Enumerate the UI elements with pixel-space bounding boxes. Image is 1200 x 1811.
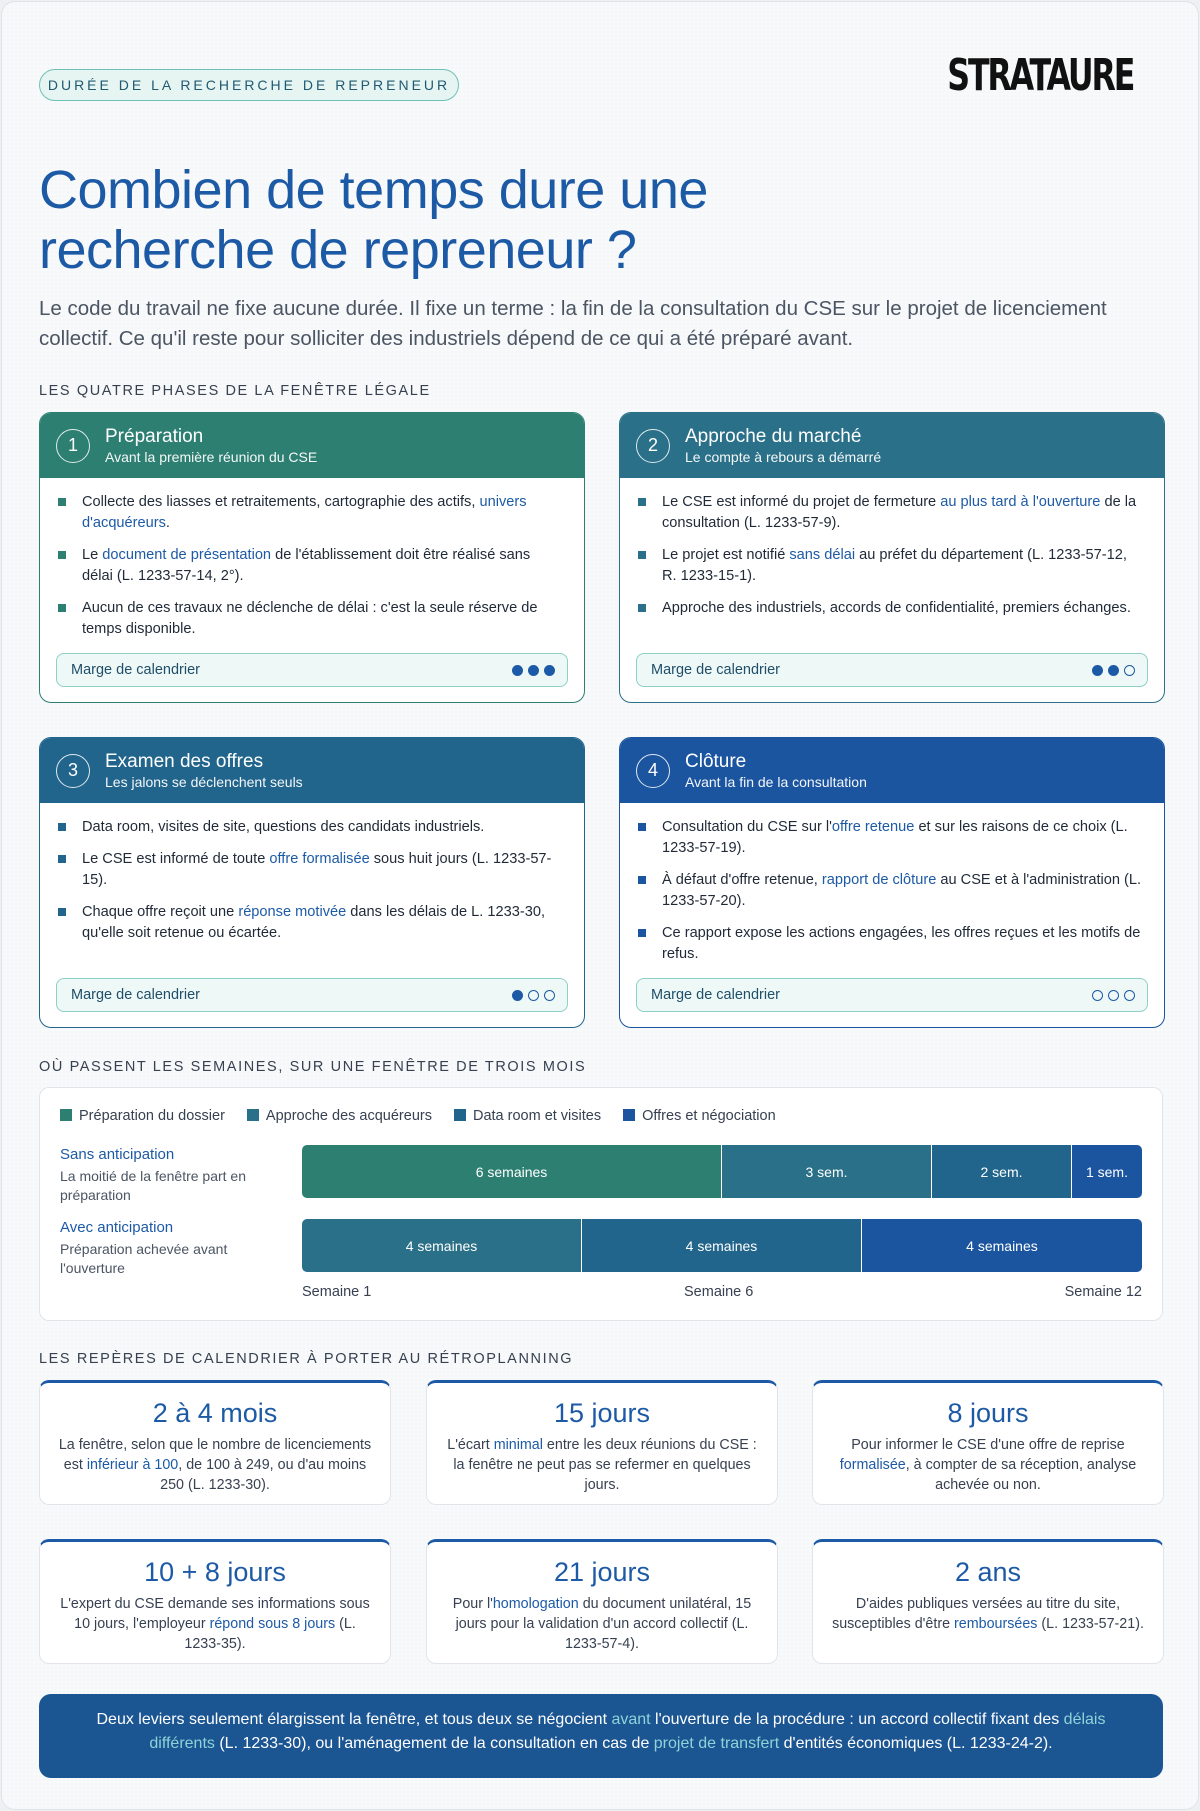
weeks-chart bbox=[39, 1087, 1163, 1321]
margin-dot-icon bbox=[544, 990, 555, 1001]
row-title: Sans anticipation bbox=[60, 1146, 175, 1163]
key-figure-text bbox=[445, 1594, 759, 1654]
phase-subtitle: Avant la fin de la consultation bbox=[685, 773, 867, 790]
key-figure-highlight: formalisée bbox=[839, 1457, 906, 1473]
footer-highlight: projet de transfert bbox=[653, 1735, 780, 1752]
key-figure-highlight: minimal bbox=[493, 1437, 543, 1453]
phase-bullets bbox=[620, 478, 1164, 619]
key-figure-text-part: (L. 1233-35). bbox=[184, 1616, 356, 1652]
section-heading-keys: LES REPÈRES DE CALENDRIER À PORTER AU RÉTROPLANNING bbox=[39, 1351, 574, 1367]
margin-dot-icon bbox=[1092, 665, 1103, 676]
phase-title: Préparation bbox=[105, 425, 204, 447]
row-label bbox=[60, 1218, 265, 1278]
bullet-square-icon bbox=[638, 498, 646, 506]
key-figure-text bbox=[445, 1435, 759, 1495]
legend-item bbox=[60, 1108, 225, 1124]
bullet-square-icon bbox=[638, 876, 646, 884]
margin-dot-icon bbox=[1124, 665, 1135, 676]
page bbox=[1, 1, 1199, 1810]
bullet-item bbox=[638, 923, 1144, 965]
bullet-text: Aucun de ces travaux ne déclenche de délai : c'est la seule réserve de temps disponible. bbox=[82, 600, 538, 637]
bullet-text: À défaut d'offre retenue, bbox=[662, 872, 822, 888]
key-figure-card bbox=[39, 1380, 391, 1505]
legend-label: Approche des acquéreurs bbox=[265, 1108, 432, 1124]
legend-label: Data room et visites bbox=[472, 1108, 602, 1124]
key-figure-card bbox=[812, 1539, 1164, 1664]
bullet-square-icon bbox=[638, 551, 646, 559]
phase-title: Examen des offres bbox=[105, 750, 264, 772]
phase-header bbox=[40, 413, 584, 478]
bullet-text: Data room, visites de site, questions des candidats industriels. bbox=[82, 819, 485, 835]
intro-text: Le code du travail ne fixe aucune durée. Il fixe un terme : la fin de la consultation du CSE sur le projet de licenciement collectif. Ce qu'il reste pour solliciter des industriels dépend de ce qui a été préparé avant. bbox=[39, 297, 1107, 350]
phase-number: 3 bbox=[56, 754, 90, 788]
bullet-item bbox=[638, 598, 1144, 619]
row-subtitle: La moitié de la fenêtre part en préparation bbox=[60, 1168, 247, 1203]
bullet-square-icon bbox=[638, 604, 646, 612]
footer-banner bbox=[39, 1694, 1163, 1778]
calendar-margin-dots bbox=[512, 990, 555, 1001]
bullet-square-icon bbox=[58, 855, 66, 863]
row-subtitle: Préparation achevée avant l'ouverture bbox=[60, 1241, 228, 1276]
legend-swatch bbox=[247, 1109, 259, 1121]
section-heading-weeks: OÙ PASSENT LES SEMAINES, SUR UNE FENÊTRE DE TROIS MOIS bbox=[39, 1059, 587, 1075]
margin-dot-icon bbox=[1124, 990, 1135, 1001]
phase-header bbox=[40, 738, 584, 803]
legend-swatch bbox=[623, 1109, 635, 1121]
calendar-margin-label: Marge de calendrier bbox=[651, 662, 780, 678]
phase-subtitle: Avant la première réunion du CSE bbox=[105, 448, 318, 465]
key-figure-value: 15 jours bbox=[553, 1398, 651, 1428]
bullet-text: sous huit jours (L. 1233-57-15). bbox=[82, 851, 552, 888]
bullet-text: dans les délais de L. 1233-30, qu'elle soit retenue ou écartée. bbox=[82, 904, 546, 941]
key-figure-value: 21 jours bbox=[553, 1557, 651, 1587]
timeline-segment: 3 sem. bbox=[722, 1145, 932, 1198]
footer-text-part: d'entités économiques (L. 1233-24-2). bbox=[779, 1735, 1053, 1752]
bullet-text: Ce rapport expose les actions engagées, les offres reçues et les motifs de refus. bbox=[662, 925, 1141, 962]
bullet-item bbox=[58, 492, 564, 534]
bullet-item bbox=[58, 598, 564, 640]
phase-bullets bbox=[40, 478, 584, 640]
footer-highlight: délais différents bbox=[149, 1711, 1106, 1752]
phase-heading bbox=[105, 751, 303, 791]
key-figure-card bbox=[426, 1539, 778, 1664]
phase-heading bbox=[685, 426, 881, 466]
phase-bullets bbox=[40, 803, 584, 944]
timeline-bar bbox=[302, 1219, 1142, 1272]
key-figure-text-part: La fenêtre, selon que le nombre de licenciements est bbox=[58, 1437, 372, 1473]
phase-header bbox=[620, 738, 1164, 803]
footer-text-part: l'ouverture de la procédure : un accord collectif fixant des bbox=[650, 1711, 1064, 1728]
row-title: Avec anticipation bbox=[60, 1219, 174, 1236]
bullet-item bbox=[638, 817, 1144, 859]
calendar-margin-label: Marge de calendrier bbox=[71, 662, 200, 678]
margin-dot-icon bbox=[512, 990, 523, 1001]
timeline-segment: 6 semaines bbox=[302, 1145, 722, 1198]
bullet-square-icon bbox=[638, 929, 646, 937]
calendar-margin-dots bbox=[512, 665, 555, 676]
calendar-margin-dots bbox=[1092, 990, 1135, 1001]
calendar-margin-label: Marge de calendrier bbox=[71, 987, 200, 1003]
bullet-highlight: univers d'acquéreurs bbox=[82, 494, 527, 531]
timeline-bar bbox=[302, 1145, 1142, 1198]
legend-item bbox=[454, 1108, 601, 1124]
key-figure-text-part: L'écart bbox=[447, 1437, 494, 1453]
phase-header bbox=[620, 413, 1164, 478]
timeline-segment: 1 sem. bbox=[1072, 1145, 1142, 1198]
phase-number: 2 bbox=[636, 429, 670, 463]
phase-card bbox=[39, 412, 585, 703]
footer-highlight: avant bbox=[611, 1711, 651, 1728]
key-figure-text bbox=[831, 1594, 1145, 1634]
key-figure-text-part: du document unilatéral, 15 jours pour la validation d'un accord collectif (L. 1233-57-4). bbox=[455, 1596, 752, 1652]
margin-dot-icon bbox=[1108, 665, 1119, 676]
key-figure-text-part: L'expert du CSE demande ses informations sous 10 jours, l'employeur bbox=[60, 1596, 370, 1632]
calendar-margin bbox=[56, 978, 568, 1012]
calendar-margin-dots bbox=[1092, 665, 1135, 676]
key-figure-text bbox=[58, 1594, 372, 1654]
key-figure-text-part: entre les deux réunions du CSE : la fenêtre ne peut pas se refermer en quelques jours. bbox=[453, 1437, 757, 1493]
bullet-item bbox=[638, 492, 1144, 534]
weeks-legend bbox=[60, 1108, 776, 1124]
bullet-square-icon bbox=[58, 498, 66, 506]
footer-text-part: (L. 1233-30), ou l'aménagement de la consultation en cas de bbox=[214, 1735, 654, 1752]
phase-subtitle: Le compte à rebours a démarré bbox=[685, 448, 882, 465]
legend-item bbox=[623, 1108, 776, 1124]
phase-subtitle: Les jalons se déclenchent seuls bbox=[105, 773, 303, 790]
legend-label: Offres et négociation bbox=[642, 1108, 776, 1124]
key-figure-value: 10 + 8 jours bbox=[144, 1557, 286, 1587]
margin-dot-icon bbox=[544, 665, 555, 676]
bullet-text: et sur les raisons de ce choix (L. 1233-57-19). bbox=[662, 819, 1128, 856]
calendar-margin bbox=[56, 653, 568, 687]
calendar-margin-label: Marge de calendrier bbox=[651, 987, 780, 1003]
bullet-item bbox=[638, 545, 1144, 587]
bullet-highlight: document de présentation bbox=[102, 547, 272, 563]
bullet-highlight: sans délai bbox=[789, 547, 856, 563]
key-figure-highlight: homologation bbox=[492, 1596, 579, 1612]
timeline-segment: 4 semaines bbox=[582, 1219, 862, 1272]
legend-label: Préparation du dossier bbox=[79, 1108, 225, 1124]
bullet-text: Le bbox=[82, 547, 103, 563]
bullet-text: Chaque offre reçoit une bbox=[82, 904, 239, 920]
bullet-text: . bbox=[165, 515, 170, 531]
bullet-item bbox=[58, 849, 564, 891]
bullet-square-icon bbox=[58, 823, 66, 831]
phase-heading bbox=[105, 426, 317, 466]
bullet-text: au préfet du département (L. 1233-57-12, R. 1233-15-1). bbox=[662, 547, 1127, 584]
phase-title: Clôture bbox=[685, 750, 747, 772]
phase-number: 4 bbox=[636, 754, 670, 788]
margin-dot-icon bbox=[528, 665, 539, 676]
key-figure-highlight: remboursées bbox=[954, 1616, 1038, 1632]
bullet-text: Le projet est notifié bbox=[662, 547, 790, 563]
bullet-highlight: offre retenue bbox=[831, 819, 915, 835]
key-figure-value: 2 ans bbox=[954, 1557, 1022, 1587]
page-title: Combien de temps dure une recherche de repreneur ? bbox=[39, 160, 708, 280]
margin-dot-icon bbox=[1108, 990, 1119, 1001]
bullet-square-icon bbox=[58, 551, 66, 559]
bullet-square-icon bbox=[58, 908, 66, 916]
key-figure-text-part: , de 100 à 249, ou d'au moins 250 (L. 1233-30). bbox=[160, 1457, 367, 1493]
brand-logo: STRATAURE bbox=[947, 50, 1133, 101]
bullet-highlight: offre formalisée bbox=[269, 851, 370, 867]
key-figure-text bbox=[58, 1435, 372, 1495]
axis-label-mid: Semaine 6 bbox=[684, 1284, 754, 1300]
bullet-highlight: réponse motivée bbox=[238, 904, 347, 920]
axis-label-end: Semaine 12 bbox=[1064, 1284, 1142, 1300]
legend-swatch bbox=[60, 1109, 72, 1121]
key-figure-highlight: inférieur à 100 bbox=[86, 1457, 179, 1473]
phase-heading bbox=[685, 751, 867, 791]
topic-tag: DURÉE DE LA RECHERCHE DE REPRENEUR bbox=[39, 69, 459, 101]
bullet-highlight: au plus tard à l'ouverture bbox=[940, 494, 1101, 510]
bullet-text: Le CSE est informé du projet de fermeture bbox=[662, 494, 941, 510]
margin-dot-icon bbox=[512, 665, 523, 676]
timeline-segment: 4 semaines bbox=[862, 1219, 1142, 1272]
key-figure-text-part: (L. 1233-57-21). bbox=[1037, 1616, 1144, 1632]
timeline-segment: 2 sem. bbox=[932, 1145, 1072, 1198]
key-figure-card bbox=[426, 1380, 778, 1505]
key-figure-text-part: , à compter de sa réception, analyse achevée ou non. bbox=[905, 1457, 1137, 1493]
legend-item bbox=[247, 1108, 432, 1124]
key-figure-text-part: D'aides publiques versées au titre du site, susceptibles d'être bbox=[832, 1596, 1121, 1632]
key-figure-text-part: Pour l' bbox=[452, 1596, 493, 1612]
footer-text-part: Deux leviers seulement élargissent la fenêtre, et tous deux se négocient bbox=[96, 1711, 612, 1728]
axis-label-start: Semaine 1 bbox=[302, 1284, 372, 1300]
bullet-highlight: rapport de clôture bbox=[821, 872, 937, 888]
key-figure-value: 8 jours bbox=[947, 1398, 1029, 1428]
bullet-text: Approche des industriels, accords de confidentialité, premiers échanges. bbox=[662, 600, 1131, 616]
margin-dot-icon bbox=[528, 990, 539, 1001]
calendar-margin bbox=[636, 653, 1148, 687]
phase-number: 1 bbox=[56, 429, 90, 463]
phase-card bbox=[39, 737, 585, 1028]
timeline-segment: 4 semaines bbox=[302, 1219, 582, 1272]
calendar-margin bbox=[636, 978, 1148, 1012]
key-figure-highlight: répond sous 8 jours bbox=[209, 1616, 336, 1632]
bullet-square-icon bbox=[638, 823, 646, 831]
key-figure-text-part: Pour informer le CSE d'une offre de reprise bbox=[851, 1437, 1125, 1453]
bullet-text: de la consultation (L. 1233-57-9). bbox=[662, 494, 1137, 531]
bullet-text: Le CSE est informé de toute bbox=[82, 851, 270, 867]
phase-title: Approche du marché bbox=[685, 425, 862, 447]
bullet-item bbox=[638, 870, 1144, 912]
section-heading-phases: LES QUATRE PHASES DE LA FENÊTRE LÉGALE bbox=[39, 383, 431, 399]
bullet-item bbox=[58, 545, 564, 587]
legend-swatch bbox=[454, 1109, 466, 1121]
key-figure-card bbox=[39, 1539, 391, 1664]
phase-card bbox=[619, 737, 1165, 1028]
row-label bbox=[60, 1145, 265, 1205]
key-figure-value: 2 à 4 mois bbox=[152, 1398, 278, 1428]
phase-bullets bbox=[620, 803, 1164, 965]
phase-card bbox=[619, 412, 1165, 703]
bullet-square-icon bbox=[58, 604, 66, 612]
bullet-item bbox=[58, 902, 564, 944]
bullet-text: au CSE et à l'administration (L. 1233-57-20). bbox=[662, 872, 1142, 909]
bullet-text: Consultation du CSE sur l' bbox=[662, 819, 832, 835]
margin-dot-icon bbox=[1092, 990, 1103, 1001]
key-figure-card bbox=[812, 1380, 1164, 1505]
bullet-text: de l'établissement doit être réalisé sans délai (L. 1233-57-14, 2°). bbox=[82, 547, 531, 584]
key-figure-text bbox=[831, 1435, 1145, 1495]
bullet-text: Collecte des liasses et retraitements, cartographie des actifs, bbox=[82, 494, 480, 510]
bullet-item bbox=[58, 817, 564, 838]
